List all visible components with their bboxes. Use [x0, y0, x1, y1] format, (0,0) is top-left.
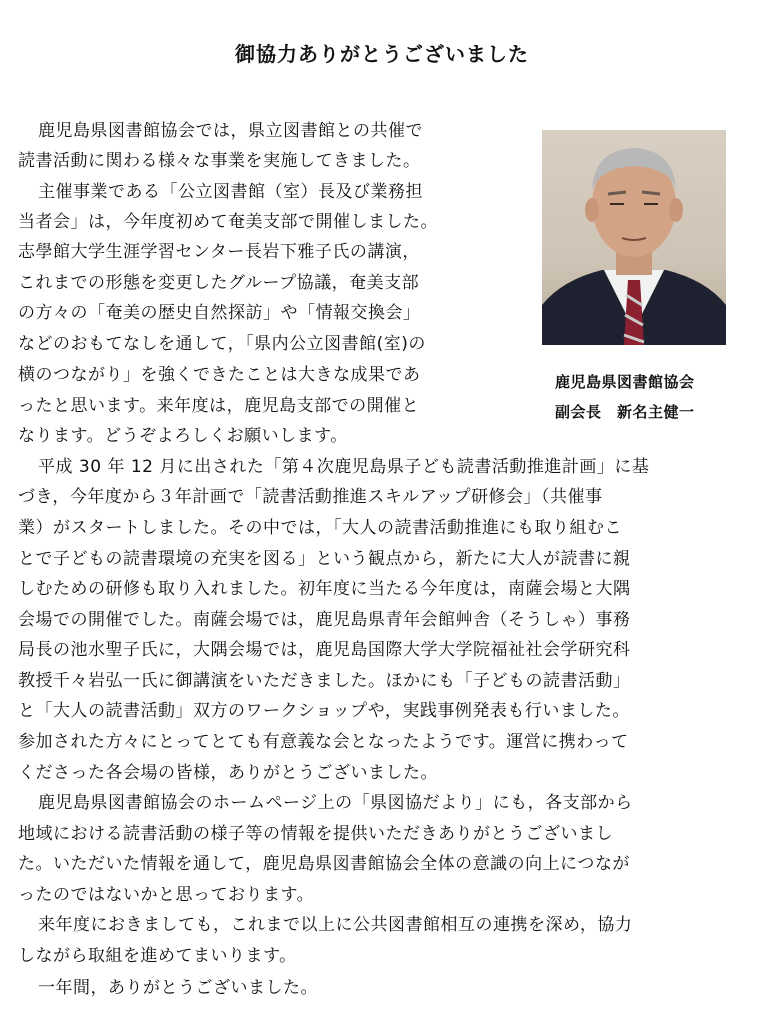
body-line: しながら取組を進めてまいります。 — [18, 946, 297, 966]
body-line: 来年度におきましても，これまで以上に公共図書館相互の連携を深め，協力 — [38, 915, 633, 935]
body-line: 参加された方々にとってとても有意義な会となったようです。運営に携わって — [18, 732, 629, 752]
body-line: とで子どもの読書環境の充実を図る」という観点から，新たに大人が読書に親 — [18, 549, 631, 569]
body-line: 主催事業である「公立図書館（室）長及び業務担 — [38, 182, 423, 202]
portrait-photo — [542, 130, 726, 345]
body-line: 志學館大学生涯学習センター長岩下雅子氏の講演， — [18, 242, 420, 262]
body-line: 会場での開催でした。南薩会場では，鹿児島県青年会館艸舎（そうしゃ）事務 — [18, 610, 631, 630]
body-line: これまでの形態を変更したグループ協議，奄美支部 — [18, 273, 420, 293]
body-line: た。いただいた情報を通して，鹿児島県図書館協会全体の意識の向上につなが — [18, 854, 630, 874]
body-line: なります。どうぞよろしくお願いします。 — [18, 426, 348, 446]
body-line: などのおもてなしを通して，「県内公立図書館(室)の — [18, 334, 426, 354]
photo-caption-org: 鹿児島県図書館協会 — [555, 373, 695, 391]
body-line: ったと思います。来年度は，鹿児島支部での開催と — [18, 396, 420, 416]
body-line: 読書活動に関わる様々な事業を実施してきました。 — [18, 151, 421, 171]
body-line: 教授千々岩弘一氏に御講演をいただきました。ほかにも「子どもの読書活動」 — [18, 671, 631, 691]
body-line: と「大人の読書活動」双方のワークショップや，実践事例発表も行いました。 — [18, 701, 630, 721]
body-line: くださった各会場の皆様，ありがとうございました。 — [18, 763, 438, 783]
body-line: の方々の「奄美の歴史自然探訪」や「情報交換会」 — [18, 303, 421, 323]
body-line: 局長の池水聖子氏に，大隅会場では，鹿児島国際大学大学院福祉社会学研究科 — [18, 640, 631, 660]
body-line: 鹿児島県図書館協会のホームページ上の「県図協だより」にも，各支部から — [38, 793, 633, 813]
page-title: 御協力ありがとうございました — [235, 42, 529, 66]
photo-caption-name: 副会長 新名主健一 — [555, 403, 695, 421]
body-line: 横のつながり」を強くできたことは大きな成果であ — [18, 365, 421, 385]
body-line: 一年間，ありがとうございました。 — [38, 978, 318, 998]
body-line: しむための研修も取り入れました。初年度に当たる今年度は，南薩会場と大隅 — [18, 579, 631, 599]
body-line: 業）がスタートしました。その中では，「大人の読書活動推進にも取り組むこ — [18, 518, 622, 538]
body-line: 平成 30 年 12 月に出された「第４次鹿児島県子ども読書活動推進計画」に基 — [38, 457, 650, 477]
body-line: 当者会」は，今年度初めて奄美支部で開催しました。 — [18, 212, 438, 232]
body-line: 地域における読書活動の様子等の情報を提供いただきありがとうございまし — [18, 824, 613, 844]
body-line: づき，今年度から３年計画で「読書活動推進スキルアップ研修会」（共催事 — [18, 487, 603, 507]
body-line: ったのではないかと思っております。 — [18, 885, 315, 905]
body-line: 鹿児島県図書館協会では，県立図書館との共催で — [38, 121, 423, 141]
